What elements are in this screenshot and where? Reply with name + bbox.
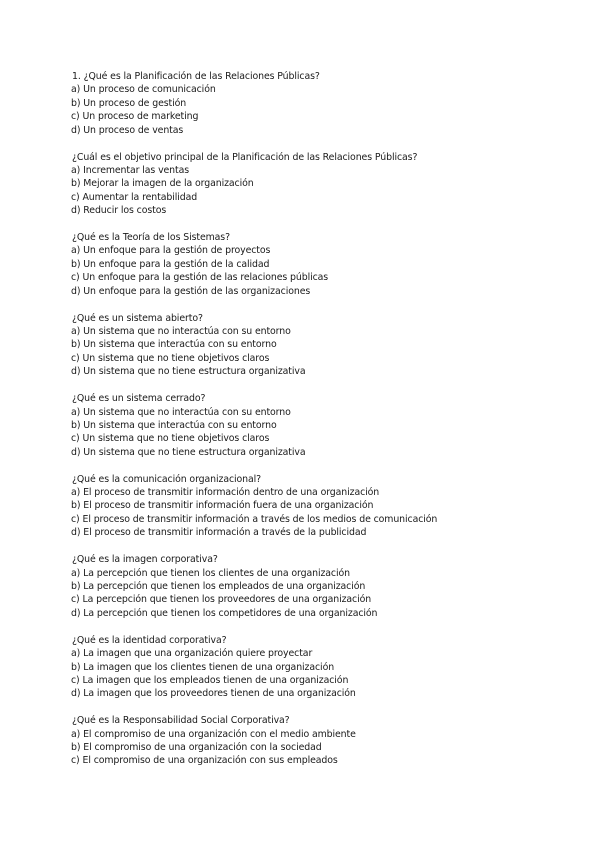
document-page	[71, 70, 571, 781]
answer-option: b) Un sistema que interactúa con su entorno	[71, 339, 277, 351]
question-block	[71, 312, 571, 379]
question-block	[71, 634, 571, 701]
question-block	[71, 231, 571, 298]
question-block	[71, 70, 571, 137]
answer-option: d) Un sistema que no tiene estructura organizativa	[71, 366, 306, 378]
question-text: ¿Qué es un sistema abierto?	[72, 312, 203, 324]
answer-option: a) El proceso de transmitir información dentro de una organización	[71, 487, 380, 499]
answer-option: c) El proceso de transmitir información a través de los medios de comunicación	[71, 513, 438, 525]
answer-option: b) Un enfoque para la gestión de la calidad	[71, 258, 270, 270]
question-text: 1. ¿Qué es la Planificación de las Relaciones Públicas?	[72, 71, 320, 82]
question-text: ¿Qué es la comunicación organizacional?	[72, 473, 262, 485]
answer-option: b) El proceso de transmitir información fuera de una organización	[71, 500, 374, 512]
question-text: ¿Qué es la identidad corporativa?	[72, 634, 227, 646]
answer-option: a) Un sistema que no interactúa con su entorno	[71, 326, 291, 337]
answer-option: d) El proceso de transmitir información a través de la publicidad	[71, 527, 367, 539]
answer-option: b) La percepción que tienen los empleados de una organización	[71, 581, 366, 592]
question-block	[71, 714, 571, 768]
answer-option: b) El compromiso de una organización con la sociedad	[71, 742, 322, 754]
answer-option: b) Mejorar la imagen de la organización	[71, 178, 254, 190]
answer-option: d) Un proceso de ventas	[71, 124, 184, 136]
question-text: ¿Cuál es el objetivo principal de la Planificación de las Relaciones Públicas?	[72, 151, 418, 163]
answer-option: c) Un sistema que no tiene objetivos claros	[71, 352, 270, 364]
answer-option: c) Un proceso de marketing	[71, 111, 199, 123]
answer-option: a) Un enfoque para la gestión de proyectos	[71, 245, 271, 257]
answer-option: c) La imagen que los empleados tienen de una organización	[71, 674, 349, 686]
answer-option: d) Reducir los costos	[71, 205, 167, 217]
answer-option: d) La imagen que los proveedores tienen de una organización	[71, 688, 356, 700]
question-block	[71, 151, 571, 218]
answer-option: b) La imagen que los clientes tienen de una organización	[71, 661, 335, 673]
question-text: ¿Qué es la Responsabilidad Social Corporativa?	[72, 715, 290, 727]
answer-option: c) Aumentar la rentabilidad	[71, 191, 198, 203]
answer-option: a) Un proceso de comunicación	[71, 84, 216, 96]
answer-option: a) Un sistema que no interactúa con su entorno	[71, 406, 291, 418]
question-text: ¿Qué es un sistema cerrado?	[72, 393, 206, 405]
answer-option: a) La imagen que una organización quiere proyectar	[71, 648, 313, 660]
answer-option: d) Un sistema que no tiene estructura organizativa	[71, 446, 306, 458]
answer-option: a) El compromiso de una organización con el medio ambiente	[71, 728, 356, 740]
answer-option: c) El compromiso de una organización con sus empleados	[71, 755, 338, 767]
answer-option: c) Un enfoque para la gestión de las relaciones públicas	[71, 272, 329, 284]
answer-option: c) Un sistema que no tiene objetivos claros	[71, 433, 270, 445]
question-block	[71, 392, 571, 459]
answer-option: a) La percepción que tienen los clientes de una organización	[71, 567, 350, 579]
question-block	[71, 473, 571, 540]
answer-option: b) Un sistema que interactúa con su entorno	[71, 419, 277, 431]
answer-option: b) Un proceso de gestión	[71, 97, 187, 109]
answer-option: a) Incrementar las ventas	[71, 164, 190, 176]
question-text: ¿Qué es la imagen corporativa?	[72, 554, 218, 566]
question-text: ¿Qué es la Teoría de los Sistemas?	[72, 232, 230, 244]
question-block	[71, 553, 571, 620]
answer-option: c) La percepción que tienen los proveedores de una organización	[71, 594, 372, 606]
answer-option: d) Un enfoque para la gestión de las organizaciones	[71, 285, 311, 297]
answer-option: d) La percepción que tienen los competidores de una organización	[71, 607, 378, 619]
